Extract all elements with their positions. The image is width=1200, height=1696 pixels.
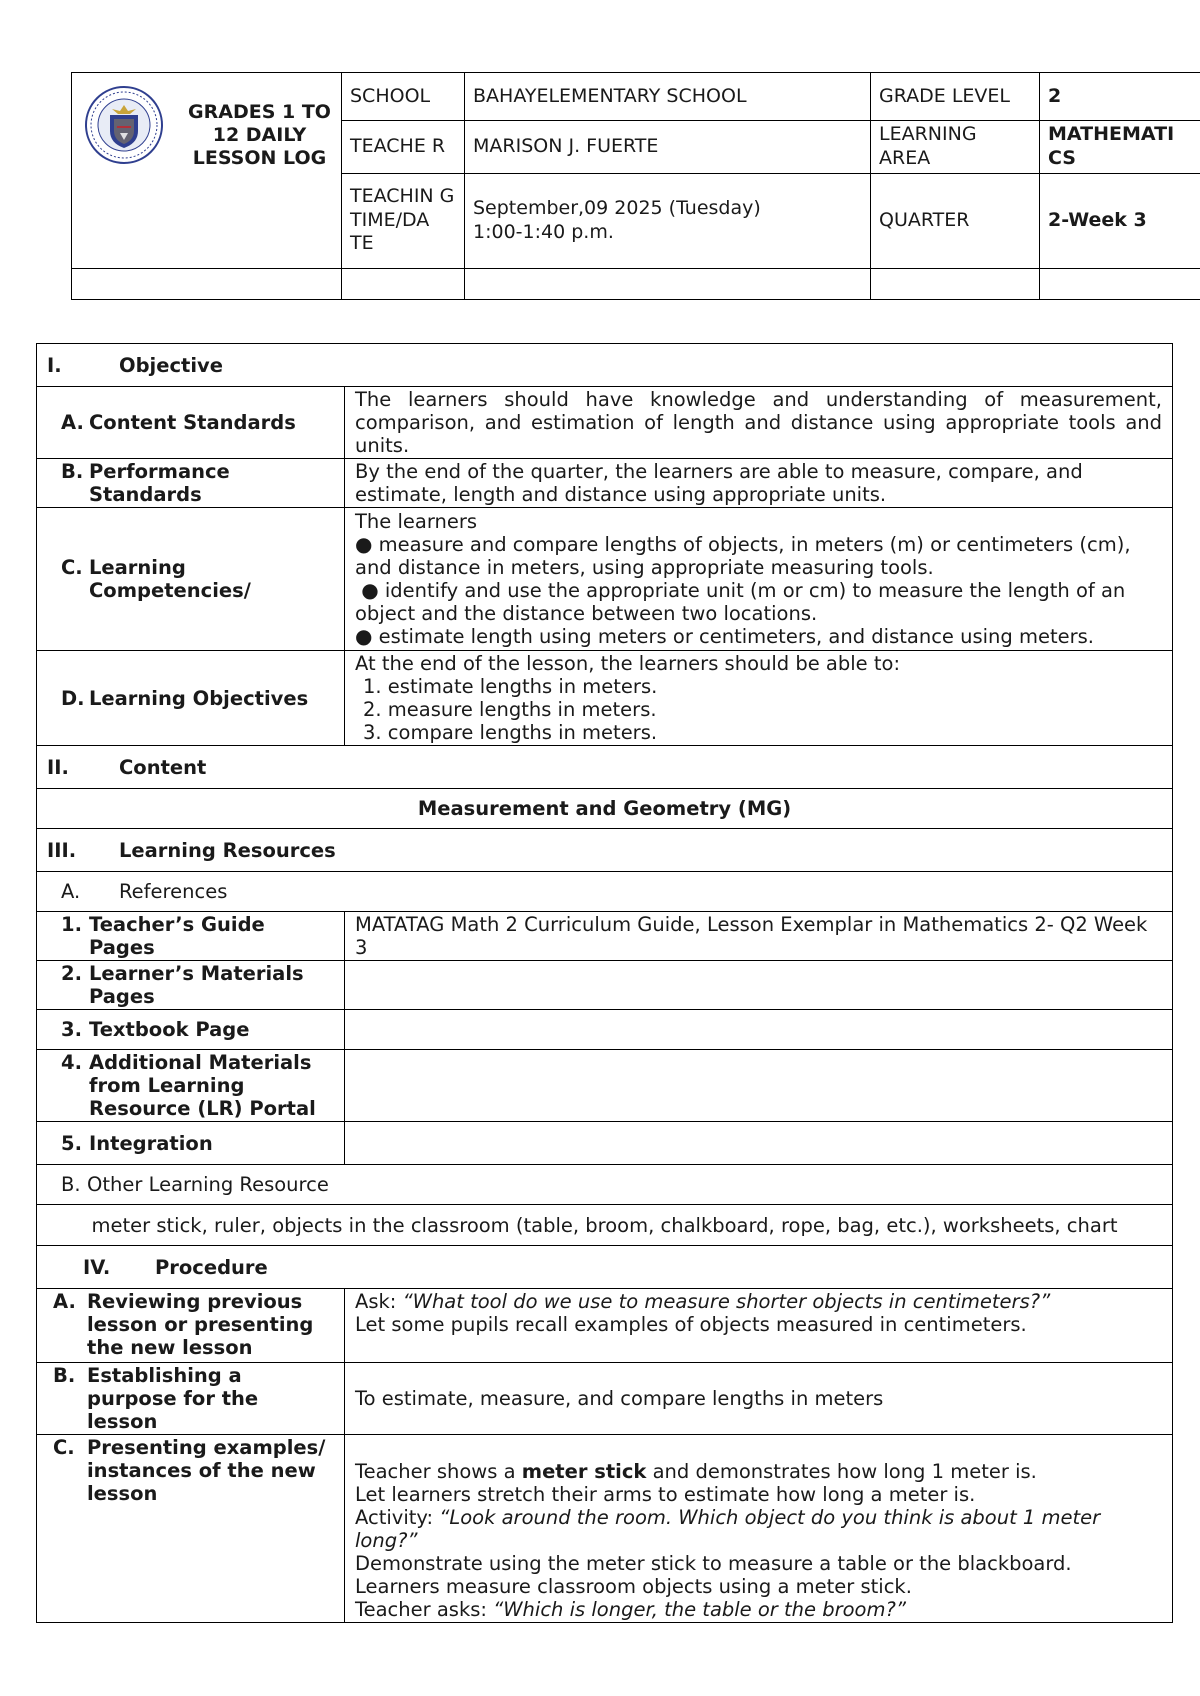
time-date: September,09 2025 (Tuesday) [473,196,761,219]
procedure-b-label: B. Establishing a purpose for the lesson [37,1363,345,1435]
logo-cell [72,73,342,269]
procedure-c-label: C. Presenting examples/ instances of the new lesson [37,1435,345,1623]
area-label: LEARNING AREA [871,121,1040,174]
section-title: Objective [119,353,223,377]
competencies-text [345,508,1173,651]
competency-item: ● measure and compare lengths of objects, in meters (m) or centimeters (cm), and distance in meters, using appropriate measuring tools. [355,532,1131,579]
objectives-intro: At the end of the lesson, the learners should be able to: [355,652,901,675]
empty-cell [72,268,342,299]
resource-value: MATATAG Math 2 Curriculum Guide, Lesson Exemplar in Mathematics 2- Q2 Week 3 [345,912,1173,961]
objective-item: 3. compare lengths in meters. [363,721,658,744]
area-value: MATHEMATI CS [1040,121,1200,174]
resource-value [345,961,1173,1010]
bullet-icon: ● [355,532,373,556]
quarter-value: 2-Week 3 [1040,173,1200,268]
teacher-label: TEACHE R [342,121,465,174]
teacher-value: MARISON J. FUERTE [465,121,871,174]
competencies-intro: The learners [355,510,478,533]
content-standards-text: The learners should have knowledge and understanding of measurement, comparison, and estimation of length and distance using appropriate tools and units. [345,387,1173,459]
procedure-c-text: Teacher shows a meter stick and demonstrates how long 1 meter is. Let learners stretch their arms to estimate how long a meter is. Activity: “Look around the room. Which object do you think is about 1 meter long?” Demonstrate using the meter stick to measure a table or the blackboard. Learners measure classroom objects using a meter stick. Teacher asks: “Which is longer, the table or the broom?” [345,1435,1173,1623]
performance-standards-label: B. Performance Standards [37,459,345,508]
procedure-a-text: Ask: “What tool do we use to measure shorter objects in centimeters?” Let some pupils recall examples of objects measured in centimeters. [345,1289,1173,1363]
section-content: II. Content [37,746,1173,789]
section-objective [37,344,1173,387]
deped-seal-icon [84,85,164,165]
objective-item: 1. estimate lengths in meters. [363,675,658,698]
grade-label: GRADE LEVEL [871,73,1040,121]
empty-cell [342,268,465,299]
procedure-a-label: A. Reviewing previous lesson or presenting the new lesson [37,1289,345,1363]
time-range: 1:00-1:40 p.m. [473,220,614,243]
school-value: BAHAYELEMENTARY SCHOOL [465,73,871,121]
resource-value [345,1010,1173,1050]
log-title: GRADES 1 TO 12 DAILY LESSON LOG [188,101,331,169]
content-topic: Measurement and Geometry (MG) [37,789,1173,829]
content-standards-label: A. Content Standards [37,387,345,459]
resource-value [345,1122,1173,1165]
grade-value: 2 [1040,73,1200,121]
resource-label: 4. Additional Materials from Learning Resource (LR) Portal [37,1050,345,1122]
other-resources-heading: B. Other Learning Resource [37,1165,1173,1205]
empty-cell [871,268,1040,299]
header-table [71,72,1200,300]
time-label: TEACHIN G TIME/DA TE [342,173,465,268]
resource-value [345,1050,1173,1122]
empty-cell [1040,268,1200,299]
resource-label: 2. Learner’s Materials Pages [37,961,345,1010]
procedure-b-text: To estimate, measure, and compare lengths in meters [345,1363,1173,1435]
time-value [465,173,871,268]
bullet-icon: ● [355,624,373,648]
resource-label: 1. Teacher’s Guide Pages [37,912,345,961]
references-heading: A. References [37,872,1173,912]
bullet-icon: ● [361,578,379,602]
objectives-label: D. Learning Objectives [37,651,345,746]
resource-label: 3. Textbook Page [37,1010,345,1050]
quarter-label: QUARTER [871,173,1040,268]
performance-standards-text: By the end of the quarter, the learners are able to measure, compare, and estimate, length and distance using appropriate units. [345,459,1173,508]
competency-item: ● identify and use the appropriate unit (m or cm) to measure the length of an object and the distance between two locations. [355,578,1126,625]
lesson-table [36,343,1173,1623]
school-label: SCHOOL [342,73,465,121]
section-number: I. [47,353,62,377]
objective-item: 2. measure lengths in meters. [363,698,657,721]
objectives-text [345,651,1173,746]
resource-label: 5. Integration [37,1122,345,1165]
competency-item: ● estimate length using meters or centimeters, and distance using meters. [355,624,1094,648]
competencies-label: C. Learning Competencies/ [37,508,345,651]
section-procedure: IV. Procedure [37,1246,1173,1289]
empty-cell [465,268,871,299]
other-resources-value: meter stick, ruler, objects in the classroom (table, broom, chalkboard, rope, bag, etc.), worksheets, chart [37,1205,1173,1246]
section-resources: III. Learning Resources [37,829,1173,872]
